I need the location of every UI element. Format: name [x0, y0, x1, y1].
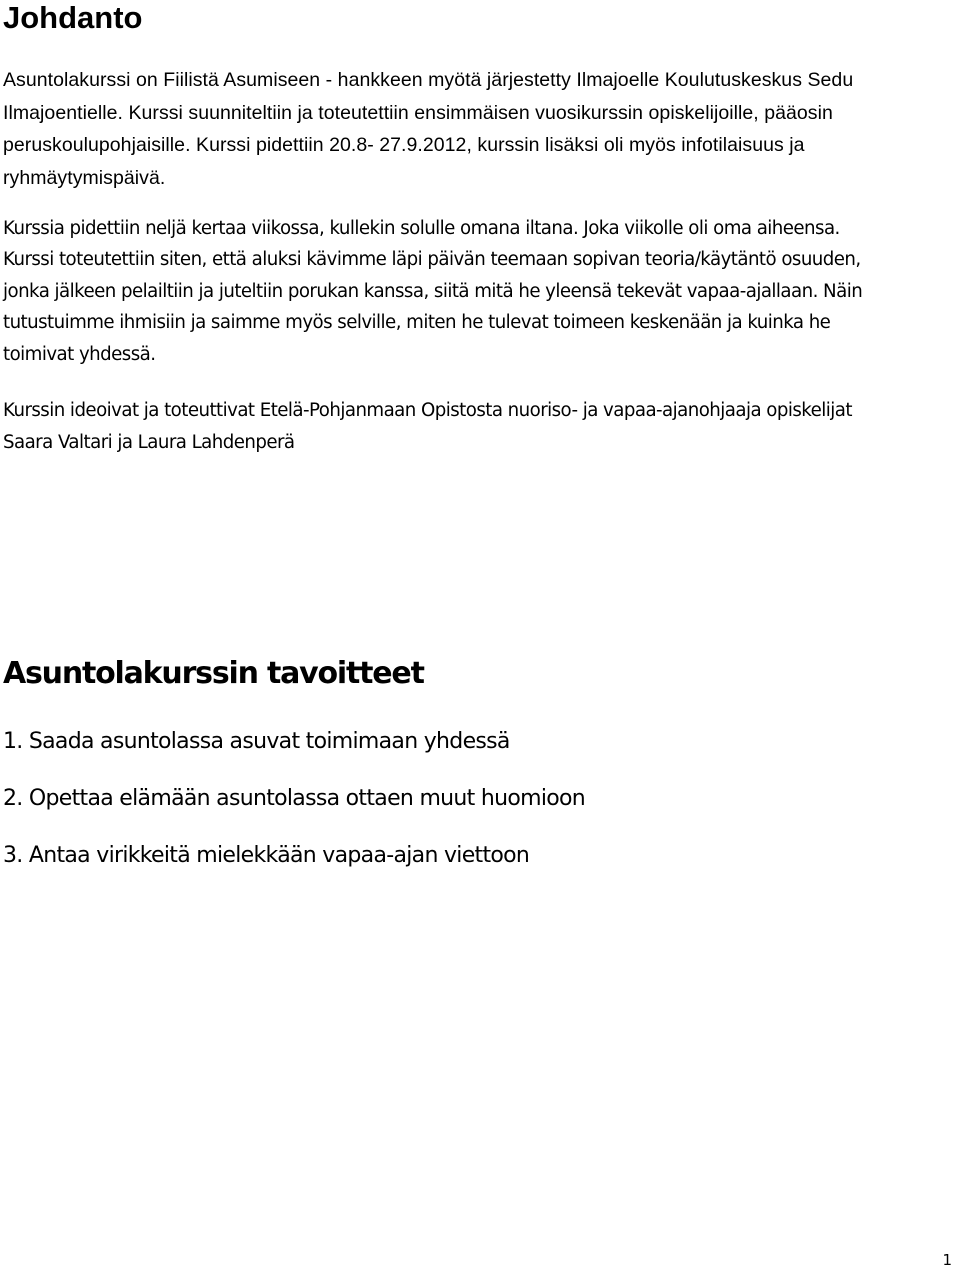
- method-line: tutustuimme ihmisiin ja saimme myös selville, miten he tulevat toimeen keskenään ja kuinka he: [3, 312, 831, 333]
- method-line: jonka jälkeen pelailtiin ja juteltiin porukan kanssa, siitä mitä he yleensä tekevät vapaa-ajallaan. Näin: [3, 280, 863, 302]
- section-title-johdanto: Johdanto: [3, 0, 143, 35]
- method-line: toimivat yhdessä.: [3, 343, 156, 365]
- goals-list: [3, 723, 585, 894]
- intro-line: Asuntolakurssi on Fiilistä Asumiseen - hankkeen myötä järjestetty Ilmajoelle Koulutuskeskus Sedu: [3, 69, 854, 91]
- organizers-line: Saara Valtari ja Laura Lahdenperä: [3, 431, 295, 453]
- organizers-paragraph: [3, 395, 953, 458]
- intro-line: ryhmäytymispäivä.: [3, 166, 166, 189]
- section-title-goals: Asuntolakurssin tavoitteet: [3, 656, 424, 691]
- goal-item: 1. Saada asuntolassa asuvat toimimaan yhdessä: [3, 729, 510, 754]
- intro-line: Ilmajoentielle. Kurssi suunniteltiin ja toteutettiin ensimmäisen vuosikurssin opiskelijoille, pääosin: [3, 101, 833, 124]
- organizers-line: Kurssin ideoivat ja toteuttivat Etelä-Pohjanmaan Opistosta nuoriso- ja vapaa-ajanohjaaja opiskelijat: [3, 400, 852, 421]
- method-line: Kurssi toteutettiin siten, että aluksi kävimme läpi päivän teemaan sopivan teoria/käytäntö osuuden,: [3, 249, 861, 270]
- goal-item: 3. Antaa virikkeitä mielekkään vapaa-ajan viettoon: [3, 843, 530, 868]
- schedule-paragraph: [3, 213, 953, 245]
- page-number: 1: [942, 1251, 952, 1269]
- schedule-line: Kurssia pidettiin neljä kertaa viikossa, kullekin solulle omana iltana. Joka viikolle oli oma aiheensa.: [3, 218, 840, 239]
- goal-item: 2. Opettaa elämään asuntolassa ottaen muut huomioon: [3, 786, 586, 811]
- method-paragraph: [3, 244, 953, 370]
- intro-line: peruskoulupohjaisille. Kurssi pidettiin 20.8- 27.9.2012, kurssin lisäksi oli myös infotilaisuus ja: [3, 134, 805, 156]
- intro-paragraph: [3, 64, 953, 194]
